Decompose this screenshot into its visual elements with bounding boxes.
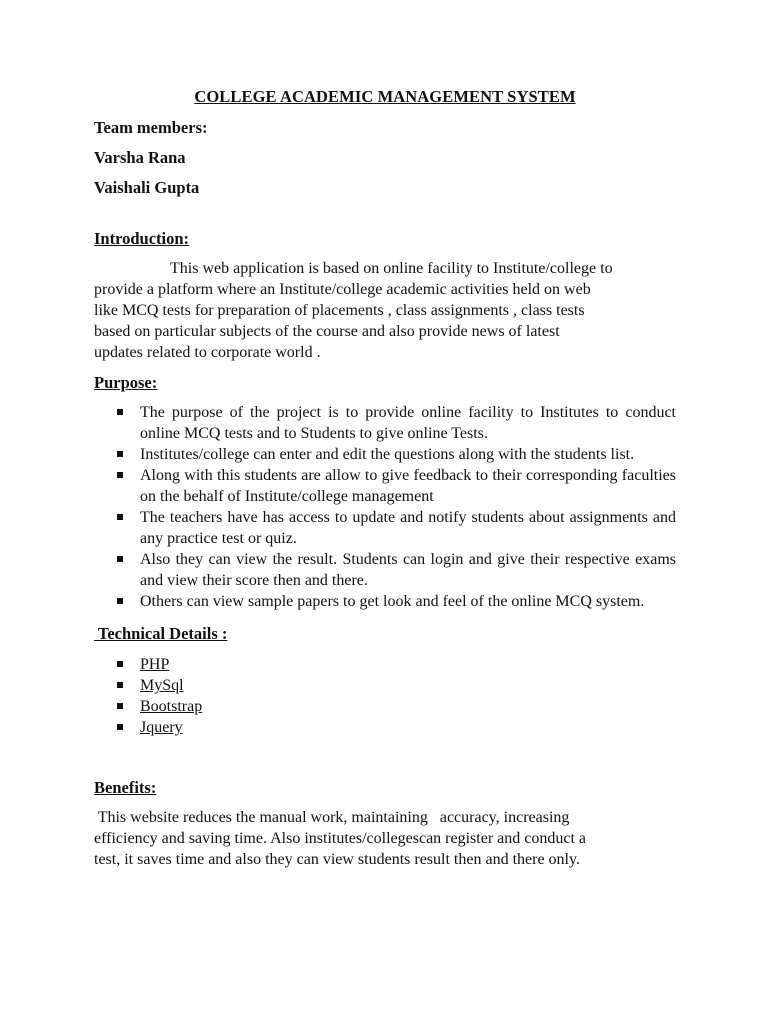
square-bullet-icon: [117, 451, 123, 457]
list-item: [94, 654, 676, 675]
introduction-line: updates related to corporate world .: [94, 344, 321, 361]
list-item-text: Others can view sample papers to get look and feel of the online MCQ system.: [140, 593, 645, 610]
square-bullet-icon: [117, 472, 123, 478]
team-members-label: Team members:: [94, 118, 208, 137]
list-item: [94, 591, 676, 612]
list-item: [94, 675, 676, 696]
list-item: [94, 465, 676, 507]
tech-item-text: Bootstrap: [140, 698, 203, 715]
introduction-heading: Introduction:: [94, 229, 190, 248]
list-item-text: The teachers have has access to update and notify students about assignments and any practice test or quiz.: [140, 509, 676, 547]
list-item-text: Along with this students are allow to give feedback to their corresponding faculties on the behalf of Institute/college management: [140, 467, 676, 505]
introduction-line: provide a platform where an Institute/college academic activities held on web: [94, 281, 591, 298]
benefits-line: test, it saves time and also they can view students result then and there only.: [94, 851, 580, 868]
list-item: [94, 549, 676, 591]
square-bullet-icon: [117, 682, 123, 688]
list-item: [94, 507, 676, 549]
tech-item-text: Jquery: [140, 719, 183, 736]
document-page: [94, 86, 676, 870]
tech-item-text: MySql: [140, 677, 184, 694]
list-item: [94, 696, 676, 717]
tech-item-text: PHP: [140, 656, 170, 673]
introduction-paragraph: [94, 258, 676, 363]
square-bullet-icon: [117, 724, 123, 730]
square-bullet-icon: [117, 661, 123, 667]
introduction-line: like MCQ tests for preparation of placements , class assignments , class tests: [94, 302, 585, 319]
square-bullet-icon: [117, 409, 123, 415]
document-title: COLLEGE ACADEMIC MANAGEMENT SYSTEM: [194, 87, 576, 106]
introduction-line: This web application is based on online facility to Institute/college to: [170, 260, 613, 277]
list-item: [94, 717, 676, 738]
purpose-list: [94, 402, 676, 612]
list-item-text: Institutes/college can enter and edit the questions along with the students list.: [140, 446, 635, 463]
square-bullet-icon: [117, 514, 123, 520]
purpose-heading: Purpose:: [94, 373, 158, 392]
list-item-text: The purpose of the project is to provide online facility to Institutes to conduct online MCQ tests and to Students to give online Tests.: [140, 404, 676, 442]
benefits-line: efficiency and saving time. Also institutes/collegescan register and conduct a: [94, 830, 586, 847]
technical-details-heading: Technical Details :: [94, 624, 228, 643]
team-member-name: Vaishali Gupta: [94, 178, 200, 197]
square-bullet-icon: [117, 598, 123, 604]
square-bullet-icon: [117, 703, 123, 709]
benefits-heading: Benefits:: [94, 778, 157, 797]
square-bullet-icon: [117, 556, 123, 562]
benefits-paragraph: [94, 807, 676, 870]
team-member-name: Varsha Rana: [94, 148, 186, 167]
list-item-text: Also they can view the result. Students can login and give their respective exams and view their score then and there.: [140, 551, 676, 589]
introduction-line: based on particular subjects of the course and also provide news of latest: [94, 323, 560, 340]
list-item: [94, 402, 676, 444]
list-item: [94, 444, 676, 465]
technical-details-list: [94, 654, 676, 738]
benefits-line: This website reduces the manual work, maintaining accuracy, increasing: [94, 809, 570, 826]
